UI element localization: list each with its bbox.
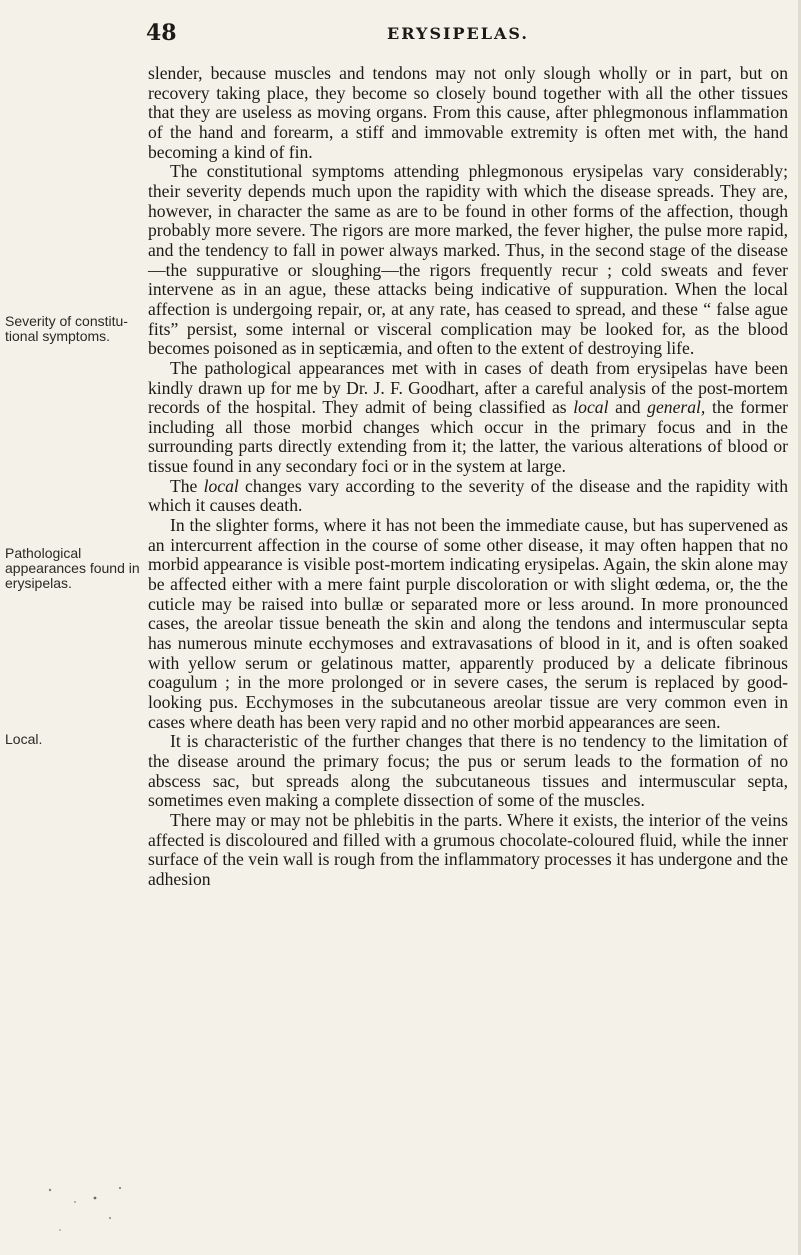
paragraph: It is characteristic of the further changes that there is no tendency to the limitation of the disease around the primary focus; the pus or serum leads to the formation of no abscess sac, but spreads along the subcutaneous tissues and intermuscular septa, sometimes even making a complete dissection of some of the muscles. bbox=[148, 731, 788, 811]
paragraph bbox=[148, 359, 788, 477]
paragraph: In the slighter forms, where it has not been the immediate cause, but has supervened as an intercurrent affection in the course of some other disease, it may often happen that no morbid appearance is visible post-mortem indicating erysipelas. Again, the skin alone may be affected either with a mere faint purple discoloration or with slight œdema, or, the the cuticle may be raised into bullæ or separated more or less around. In more pronounced cases, the areolar tissue beneath the skin and along the tendons and intermuscular septa has numerous minute ecchymoses and extravasations of blood in it, and is often soaked with yellow serum or gelatinous matter, apparently produced by a delicate fibrinous coagulum ; in the more prolonged or in severe cases, the serum is replaced by good-looking pus. Ecchymoses in the subcutaneous areolar tissue are very common even in cases where death has been very rapid and no other morbid appearances are seen. bbox=[148, 515, 788, 732]
margin-notes bbox=[0, 0, 150, 1255]
margin-note-local: Local. bbox=[5, 731, 43, 747]
paragraph-text: changes vary according to the severity of the disease and the rapidity with which it causes death. bbox=[148, 475, 788, 516]
italic-term: local bbox=[203, 475, 239, 496]
italic-term: general, bbox=[647, 397, 706, 418]
paragraph: There may or may not be phlebitis in the parts. Where it exists, the interior of the veins affected is discoloured and filled with a grumous chocolate-coloured fluid, while the inner surface of the vein wall is rough from the inflammatory processes it has undergone and the adhesion bbox=[148, 809, 788, 889]
paragraph: slender, because muscles and tendons may not only slough wholly or in part, but on recovery taking place, they become so closely bound together with all the other tissues that they are useless as moving organs. From this cause, after phlegmonous inflammation of the hand and forearm, a stiff and immovable extremity is often met with, the hand becoming a kind of fin. bbox=[148, 63, 788, 162]
body-text bbox=[148, 64, 788, 890]
page-number: 48 bbox=[146, 20, 177, 46]
italic-term: local bbox=[573, 397, 609, 418]
margin-note-severity: Severity of constitu- tional symptoms. bbox=[5, 313, 128, 344]
margin-note-pathological: Pathological appearances found in erysipelas. bbox=[5, 545, 140, 591]
paragraph-text: and bbox=[608, 397, 648, 418]
page-header bbox=[138, 20, 778, 48]
paragraph-text: The pathological appearances met with in cases of death from erysipelas have been kindly drawn up for me by Dr. J. F. Goodhart, after a careful analysis of the post-mortem records of the hospital. They admit of being classified as bbox=[148, 357, 788, 418]
paragraph: The constitutional symptoms attending phlegmonous erysipelas vary considerably; their severity depends much upon the rapidity with which the disease spreads. They are, however, in character the same as are to be found in other forms of the affection, though probably more severe. The rigors are more marked, the fever higher, the pulse more rapid, and the tendency to fall in power always marked. Thus, in the second stage of the disease—the suppurative or sloughing—the rigors frequently recur ; cold sweats and fever intervene as in an ague, these attacks being indicative of suppuration. When the local affection is undergoing repair, or, at any rate, has ceased to spread, and these “ false ague fits” persist, some internal or visceral complication may be looked for, as the blood becomes poisoned as in septicæmia, and often to the extent of destroying life. bbox=[148, 161, 788, 359]
paragraph-text: The bbox=[170, 475, 204, 496]
paragraph-text: the former including all those morbid changes which occur in the primary focus and in the surrounding parts directly extending from it; the latter, the various alterations of blood or tissue found in any secondary foci or in the system at large. bbox=[148, 397, 788, 477]
paper-specks bbox=[20, 1170, 140, 1250]
running-title: ERYSIPELAS. bbox=[387, 24, 529, 43]
paragraph bbox=[148, 477, 788, 516]
